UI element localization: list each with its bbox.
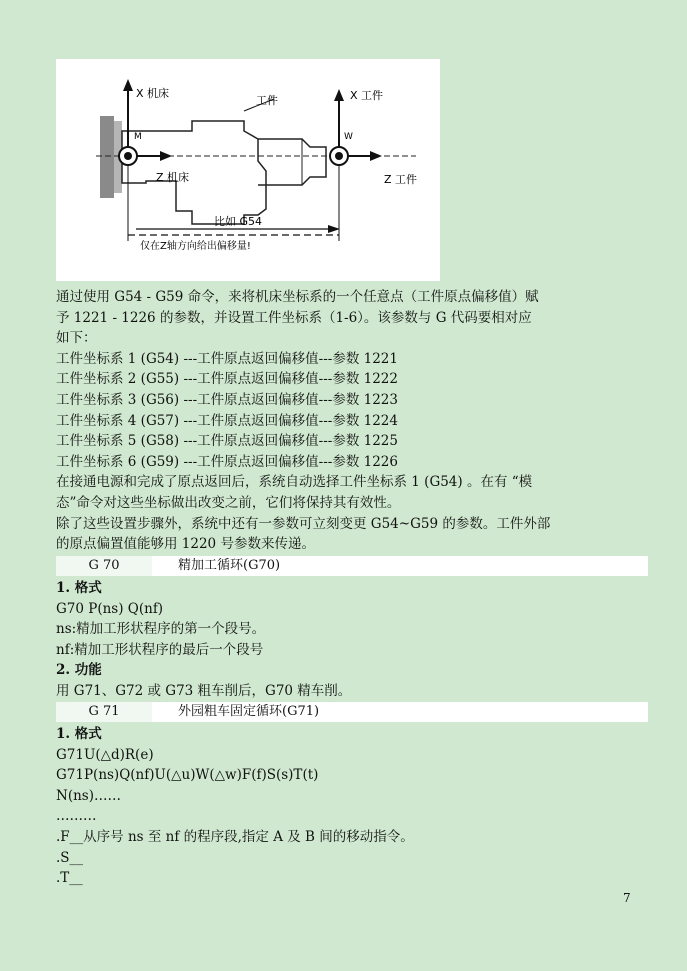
g71-section-bar	[56, 702, 648, 722]
g71-format-line: N(ns)……	[56, 787, 121, 804]
coord-list-item: 工件坐标系 1 (G54) ---工件原点返回偏移值---参数 1221	[56, 350, 398, 367]
g71-code: G 71	[56, 702, 152, 722]
machine-coordinate-figure	[56, 59, 440, 281]
g70-format-line: G70 P(ns) Q(nf)	[56, 600, 164, 617]
g71-format-heading: 1. 格式	[56, 726, 102, 742]
coord-list-item: 工件坐标系 2 (G55) ---工件原点返回偏移值---参数 1222	[56, 371, 398, 388]
label-x-work: X 工件	[350, 89, 384, 102]
g71-content	[56, 724, 646, 889]
dimension-arrow-icon	[328, 225, 340, 233]
label-x-machine: X 机床	[136, 87, 170, 100]
g71-format-line: .S__	[56, 849, 84, 866]
page-number: 7	[623, 891, 631, 905]
g71-format-line: .T__	[56, 870, 83, 887]
coord-list-item: 工件坐标系 6 (G59) ---工件原点返回偏移值---参数 1226	[56, 453, 398, 470]
z-work-arrow-icon	[370, 151, 382, 161]
para2-line: 在接通电源和完成了原点返回后，系统自动选择工件坐标系 1 (G54) 。在有 “模	[56, 474, 533, 491]
label-z-work: Z 工件	[384, 173, 418, 186]
workpiece-body	[122, 121, 266, 224]
x-work-arrow-icon	[334, 89, 344, 101]
para2-line: 态”命令对这些坐标做出改变之前，它们将保持其有效性。	[56, 494, 401, 511]
g70-content	[56, 578, 646, 702]
para1-line: 通过使用 G54 - G59 命令，来将机床坐标系的一个任意点（工件原点偏移值）赋	[56, 289, 539, 305]
label-offset: 仅在Z轴方向给出偏移量!	[140, 241, 251, 252]
work-origin-dot	[335, 152, 343, 160]
para1-line: 如下：	[56, 330, 97, 347]
para2-line: 除了这些设置步骤外，系统中还有一参数可立刻变更 G54~G59 的参数。工件外部	[56, 515, 551, 532]
g70-code: G 70	[56, 556, 152, 576]
label-w: W	[344, 132, 353, 142]
label-example: 比如 G54	[214, 215, 263, 228]
g71-format-line: G71U(△d)R(e)	[56, 746, 154, 763]
machine-origin-dot	[124, 152, 132, 160]
workpiece-shoulder	[258, 139, 326, 185]
coordinate-diagram	[56, 59, 440, 281]
g70-function-heading: 2. 功能	[56, 662, 102, 679]
chuck-plate	[100, 116, 114, 198]
g70-name: 精加工循环(G70)	[178, 558, 281, 573]
intro-text	[56, 287, 646, 555]
x-machine-arrow-icon	[123, 79, 133, 91]
coord-list-item: 工件坐标系 3 (G56) ---工件原点返回偏移值---参数 1223	[56, 391, 398, 408]
para2-line: 的原点偏置值能够用 1220 号参数来传递。	[56, 536, 315, 553]
g71-format-line: ………	[56, 808, 97, 825]
para1-line: 予 1221 - 1226 的参数，并设置工件坐标系（1-6）。该参数与 G 代码要相对应	[56, 309, 532, 326]
g70-function-line: 用 G71、G72 或 G73 粗车削后，G70 精车削。	[56, 682, 352, 699]
label-z-machine: Z 机床	[156, 171, 190, 184]
coord-list-item: 工件坐标系 4 (G57) ---工件原点返回偏移值---参数 1224	[56, 412, 398, 429]
coord-list-item: 工件坐标系 5 (G58) ---工件原点返回偏移值---参数 1225	[56, 433, 398, 450]
g70-format-heading: 1. 格式	[56, 580, 102, 596]
g71-format-line: G71P(ns)Q(nf)U(△u)W(△w)F(f)S(s)T(t)	[56, 767, 319, 784]
g70-section-bar	[56, 556, 648, 576]
label-m: M	[134, 132, 142, 142]
g71-format-line: .F__从序号 ns 至 nf 的程序段,指定 A 及 B 间的移动指令。	[56, 828, 414, 845]
g71-name: 外园粗车固定循环(G71)	[178, 704, 320, 719]
g70-format-line: nf:精加工形状程序的最后一个段号	[56, 641, 264, 658]
label-workpiece: 工件	[256, 94, 278, 107]
g70-format-line: ns:精加工形状程序的第一个段号。	[56, 621, 266, 638]
